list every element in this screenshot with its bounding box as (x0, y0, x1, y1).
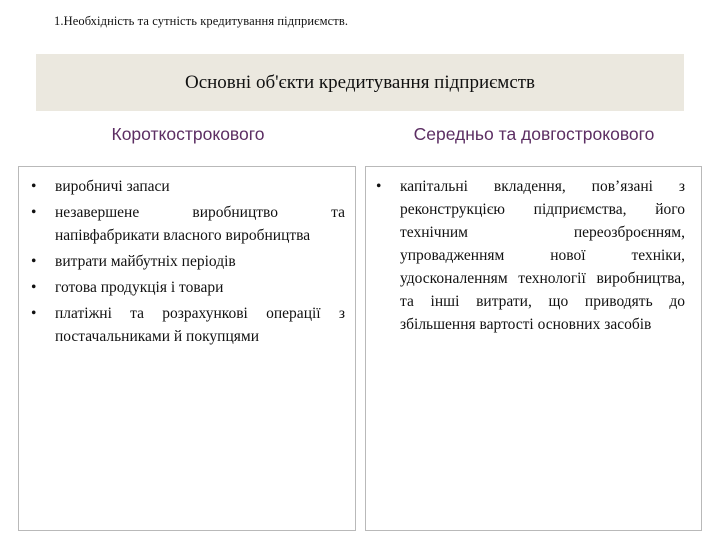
short-term-box (18, 166, 356, 531)
bullet-icon: • (31, 279, 37, 296)
banner-title: Основні об'єкти кредитування підприємств (184, 71, 536, 93)
list-item (31, 276, 345, 299)
short-term-list (19, 167, 355, 348)
list-item (31, 201, 345, 247)
list-item (31, 175, 345, 198)
bullet-icon: • (31, 204, 37, 221)
list-item-text: витрати майбутніх періодів (55, 253, 236, 270)
long-term-list (366, 167, 701, 336)
short-term-heading: Короткострокового (111, 124, 265, 144)
list-item (31, 302, 345, 348)
list-item-text: платіжні та розрахункові операції з постачальниками й покупцями (55, 305, 345, 345)
long-term-heading: Середньо та довгострокового (413, 124, 655, 144)
section-title: 1.Необхідність та сутність кредитування підприємств. (54, 14, 349, 28)
list-item-text: незавершене виробництво та напівфабрикати власного виробництва (55, 204, 345, 244)
bullet-icon: • (31, 253, 37, 270)
list-item (31, 250, 345, 273)
list-item-text: капітальні вкладення, пов’язані з реконструкцією підприємства, його технічним переозброєнням, упровадженням нової техніки, удосконаленням технології виробництва, та інші витрати, що приводять до збільшення вартості основних засобів (400, 178, 685, 333)
list-item-text: виробничі запаси (55, 178, 170, 195)
long-term-box (365, 166, 702, 531)
title-banner (36, 54, 684, 111)
bullet-icon: • (31, 305, 37, 322)
list-item (376, 175, 685, 336)
bullet-icon: • (376, 178, 382, 195)
list-item-text: готова продукція і товари (55, 279, 224, 296)
bullet-icon: • (31, 178, 37, 195)
